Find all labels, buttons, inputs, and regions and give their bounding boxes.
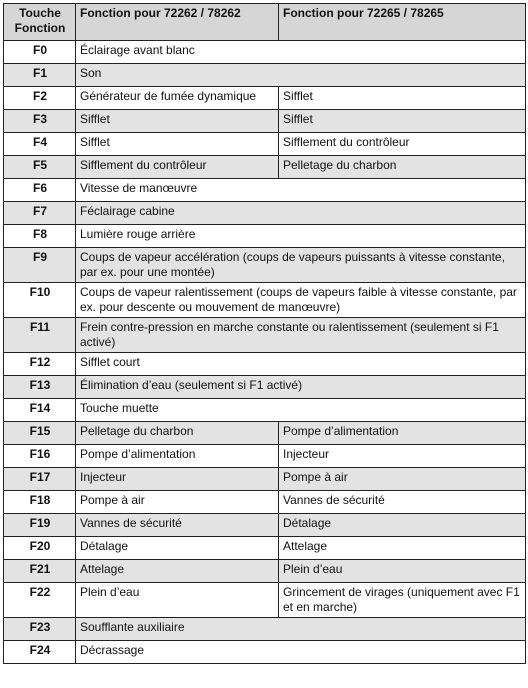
table-row: [4, 491, 526, 514]
table-row: [4, 318, 526, 353]
shared-function-cell: Lumière rouge arrière: [76, 225, 526, 248]
function-72262-cell: Générateur de fumée dynamique: [76, 87, 279, 110]
table-row: [4, 618, 526, 641]
function-key-cell: F6: [4, 179, 76, 202]
shared-function-cell: Décrassage: [76, 641, 526, 664]
function-key-cell: F14: [4, 399, 76, 422]
function-72262-cell: Pelletage du charbon: [76, 422, 279, 445]
function-key-cell: F15: [4, 422, 76, 445]
table-row: [4, 110, 526, 133]
function-key-cell: F5: [4, 156, 76, 179]
function-72265-cell: Sifflet: [279, 110, 526, 133]
function-key-cell: F9: [4, 248, 76, 283]
table-row: [4, 537, 526, 560]
shared-function-cell: Élimination d’eau (seulement si F1 activé): [76, 376, 526, 399]
table-row: [4, 468, 526, 491]
shared-function-cell: Féclairage cabine: [76, 202, 526, 225]
table-body: [4, 41, 526, 664]
function-key-cell: F18: [4, 491, 76, 514]
function-72265-cell: Plein d’eau: [279, 560, 526, 583]
table-row: [4, 225, 526, 248]
function-72265-cell: Pelletage du charbon: [279, 156, 526, 179]
function-72262-cell: Pompe d’alimentation: [76, 445, 279, 468]
function-key-cell: F22: [4, 583, 76, 618]
function-72265-cell: Détalage: [279, 514, 526, 537]
function-key-cell: F23: [4, 618, 76, 641]
function-72265-cell: Sifflement du contrôleur: [279, 133, 526, 156]
table-row: [4, 283, 526, 318]
header-function-72262: Fonction pour 72262 / 78262: [76, 4, 279, 41]
function-72262-cell: Sifflet: [76, 110, 279, 133]
function-72262-cell: Pompe à air: [76, 491, 279, 514]
function-key-cell: F10: [4, 283, 76, 318]
table-row: [4, 41, 526, 64]
shared-function-cell: Coups de vapeur ralentissement (coups de vapeurs faible à vitesse constante, par ex. pour descente ou mouvement de manœuvre): [76, 283, 526, 318]
shared-function-cell: Sifflet court: [76, 353, 526, 376]
function-key-cell: F12: [4, 353, 76, 376]
function-72262-cell: Détalage: [76, 537, 279, 560]
function-key-cell: F1: [4, 64, 76, 87]
shared-function-cell: Coups de vapeur accélération (coups de vapeurs puissants à vitesse constante, par ex. pour une montée): [76, 248, 526, 283]
table-header-row: [4, 4, 526, 41]
table-row: [4, 156, 526, 179]
function-key-cell: F4: [4, 133, 76, 156]
function-key-cell: F8: [4, 225, 76, 248]
function-72262-cell: Vannes de sécurité: [76, 514, 279, 537]
table-row: [4, 399, 526, 422]
function-key-cell: F3: [4, 110, 76, 133]
table-row: [4, 64, 526, 87]
function-key-cell: F13: [4, 376, 76, 399]
table-row: [4, 560, 526, 583]
table-row: [4, 202, 526, 225]
table-row: [4, 445, 526, 468]
table-row: [4, 514, 526, 537]
function-72265-cell: Vannes de sécurité: [279, 491, 526, 514]
table-row: [4, 179, 526, 202]
table-row: [4, 248, 526, 283]
function-key-cell: F11: [4, 318, 76, 353]
function-72265-cell: Attelage: [279, 537, 526, 560]
table-row: [4, 583, 526, 618]
table-row: [4, 87, 526, 110]
table-row: [4, 422, 526, 445]
header-function-key: Touche Fonction: [4, 4, 76, 41]
function-72262-cell: Injecteur: [76, 468, 279, 491]
function-key-table: [3, 3, 526, 664]
function-72265-cell: Grincement de virages (uniquement avec F1 et en marche): [279, 583, 526, 618]
function-72265-cell: Injecteur: [279, 445, 526, 468]
function-72265-cell: Sifflet: [279, 87, 526, 110]
table-row: [4, 133, 526, 156]
table-row: [4, 376, 526, 399]
function-72265-cell: Pompe d’alimentation: [279, 422, 526, 445]
shared-function-cell: Frein contre-pression en marche constante ou ralentissement (seulement si F1 activé): [76, 318, 526, 353]
table-row: [4, 641, 526, 664]
function-72262-cell: Attelage: [76, 560, 279, 583]
function-key-cell: F20: [4, 537, 76, 560]
table-row: [4, 353, 526, 376]
shared-function-cell: Touche muette: [76, 399, 526, 422]
shared-function-cell: Vitesse de manœuvre: [76, 179, 526, 202]
function-key-cell: F19: [4, 514, 76, 537]
function-key-cell: F17: [4, 468, 76, 491]
function-key-cell: F7: [4, 202, 76, 225]
function-key-cell: F24: [4, 641, 76, 664]
function-72262-cell: Sifflement du contrôleur: [76, 156, 279, 179]
header-function-72265: Fonction pour 72265 / 78265: [279, 4, 526, 41]
shared-function-cell: Son: [76, 64, 526, 87]
function-key-cell: F21: [4, 560, 76, 583]
function-key-cell: F16: [4, 445, 76, 468]
function-72262-cell: Plein d’eau: [76, 583, 279, 618]
function-key-cell: F0: [4, 41, 76, 64]
function-72262-cell: Sifflet: [76, 133, 279, 156]
function-table-wrapper: [3, 3, 526, 664]
shared-function-cell: Soufflante auxiliaire: [76, 618, 526, 641]
function-key-cell: F2: [4, 87, 76, 110]
function-72265-cell: Pompe à air: [279, 468, 526, 491]
shared-function-cell: Éclairage avant blanc: [76, 41, 526, 64]
